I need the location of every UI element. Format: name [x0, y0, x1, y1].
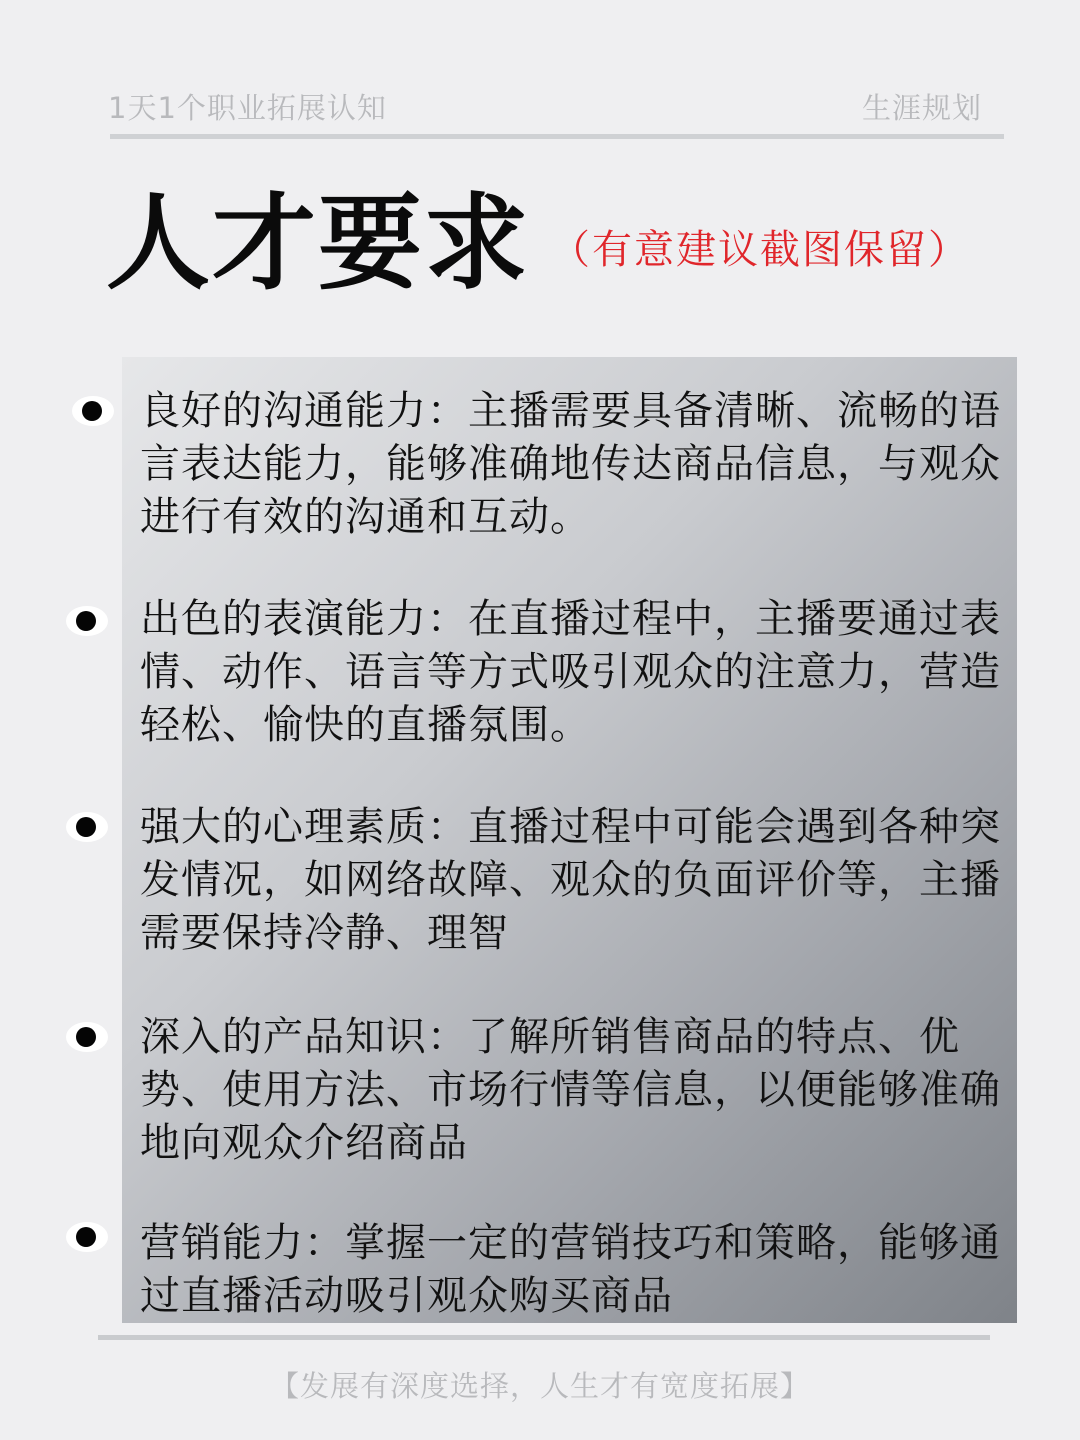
bullet-icon — [72, 396, 114, 426]
requirement-item-communication: 良好的沟通能力：主播需要具备清晰、流畅的语言表达能力，能够准确地传达商品信息，与观众进行有效的沟通和互动。 — [140, 388, 1001, 540]
series-label: 1天1个职业拓展认知 — [108, 91, 387, 125]
top-divider — [110, 134, 1004, 139]
requirement-item-product-knowledge: 深入的产品知识：了解所销售商品的特点、优势、使用方法、市场行情等信息，以便能够准确地向观众介绍商品 — [140, 1014, 1001, 1166]
bullet-icon — [66, 1022, 108, 1052]
footer-slogan: 【发展有深度选择，人生才有宽度拓展】 — [269, 1369, 810, 1403]
requirement-item-performance: 出色的表演能力：在直播过程中，主播要通过表情、动作、语言等方式吸引观众的注意力，营造轻松、愉快的直播氛围。 — [140, 596, 1001, 748]
category-label: 生涯规划 — [861, 91, 982, 125]
bottom-divider — [98, 1335, 990, 1340]
page-subtitle: （有意建议截图保留） — [550, 227, 970, 273]
page-title: 人才要求 — [106, 182, 531, 304]
requirement-item-marketing: 营销能力：掌握一定的营销技巧和策略，能够通过直播活动吸引观众购买商品 — [140, 1220, 1001, 1319]
bullet-icon — [66, 812, 108, 842]
requirement-item-psychology: 强大的心理素质：直播过程中可能会遇到各种突发情况，如网络故障、观众的负面评价等，主播需要保持冷静、理智 — [140, 804, 1001, 956]
bullet-icon — [66, 606, 108, 636]
bullet-icon — [66, 1222, 108, 1252]
